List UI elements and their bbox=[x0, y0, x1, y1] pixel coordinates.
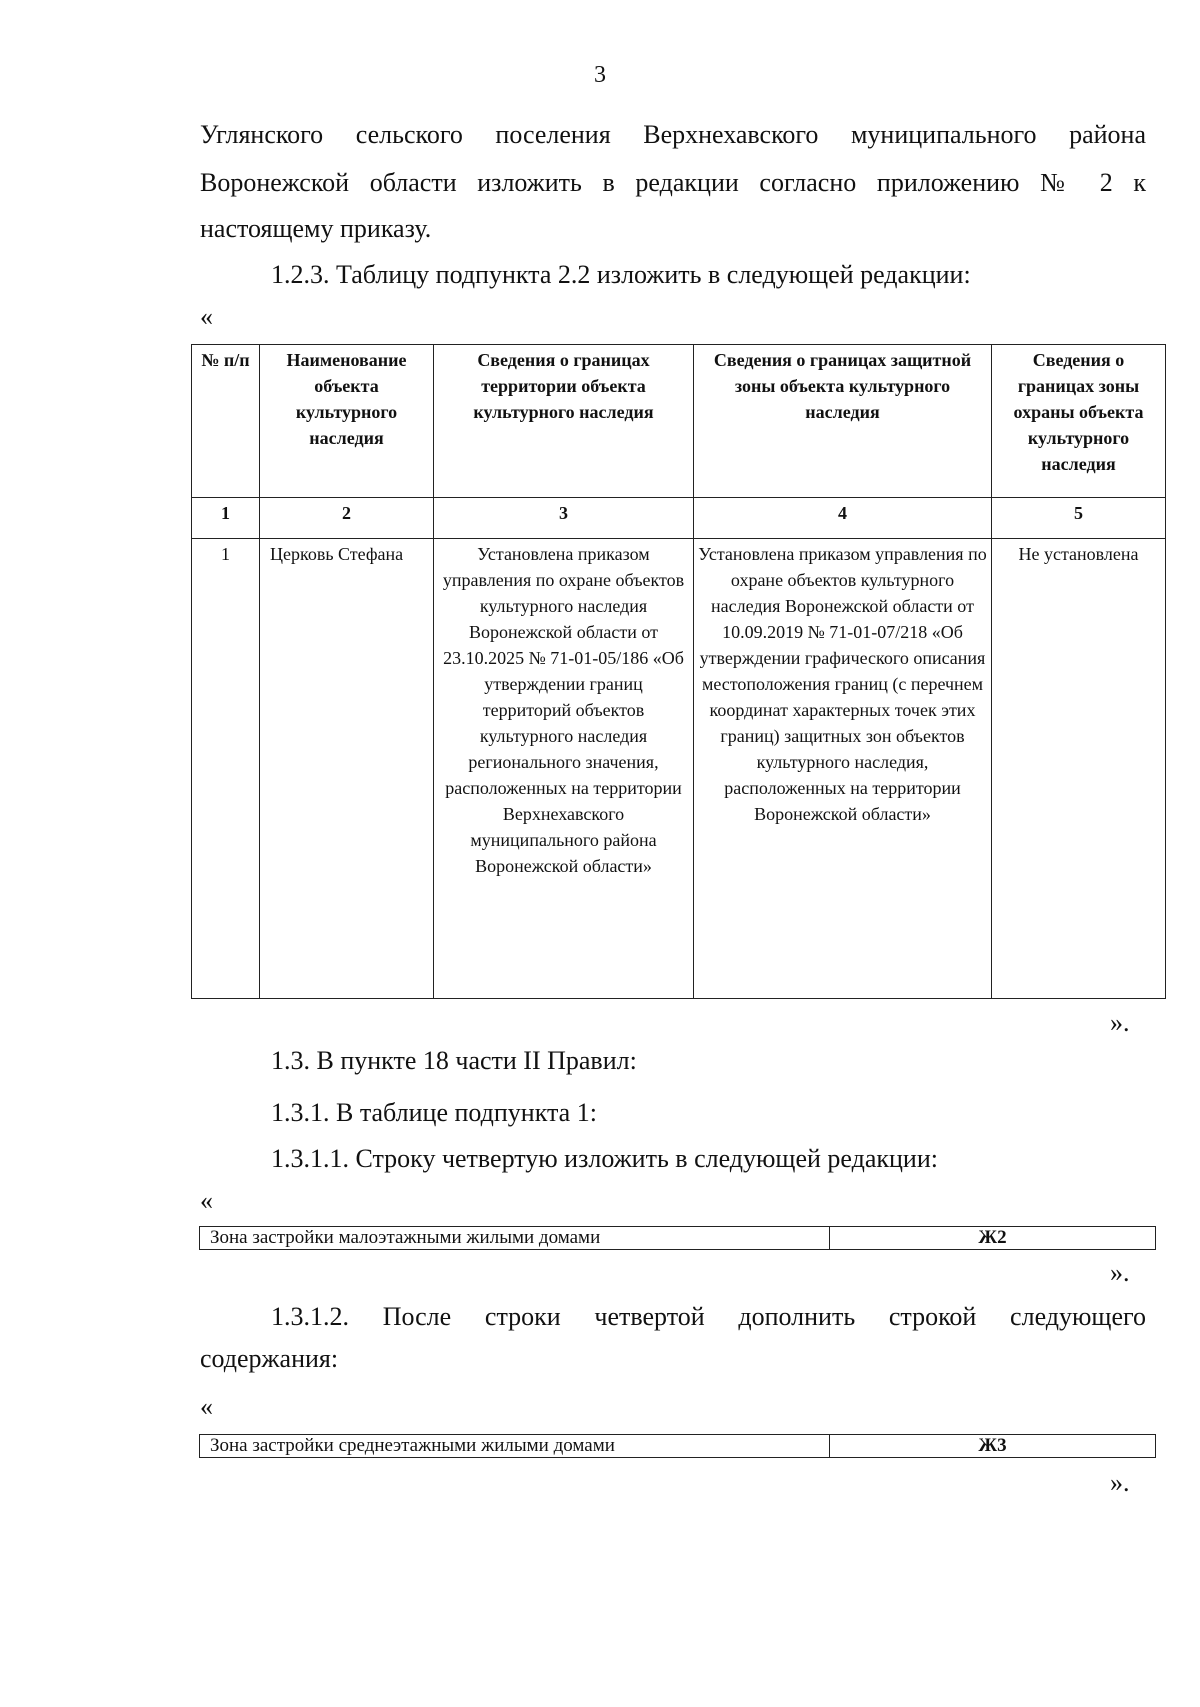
table-row bbox=[192, 539, 1166, 999]
column-number: 5 bbox=[992, 498, 1166, 539]
zone-code: Ж3 bbox=[830, 1435, 1156, 1458]
heritage-table bbox=[191, 344, 1166, 999]
close-quote: ». bbox=[1110, 1008, 1130, 1037]
protective-zone-info: Установлена приказом управления по охране объектов культурного наследия Воронежской области от 10.09.2019 № 71-01-07/218 «Об утверждении графического описания местоположения границ (с перечнем координат характерных точек этих границ) защитных зон объектов культурного наследия, расположенных на территории Воронежской области» bbox=[694, 539, 992, 999]
zone-name: Зона застройки среднеэтажными жилыми домами bbox=[200, 1435, 830, 1458]
zone-name: Зона застройки малоэтажными жилыми домами bbox=[200, 1227, 830, 1250]
close-quote: ». bbox=[1110, 1258, 1130, 1287]
open-quote: « bbox=[200, 1392, 213, 1421]
paragraph-1-3: 1.3. В пункте 18 части II Правил: bbox=[271, 1046, 637, 1075]
header-territory: Сведения о границах территории объекта культурного наследия bbox=[434, 345, 694, 498]
paragraph-1-3-1-2-line-2: содержания: bbox=[200, 1344, 339, 1373]
paragraph-1-3-1-2-line-1: 1.3.1.2. После строки четвертой дополнить строкой следующего bbox=[271, 1302, 1146, 1331]
header-name: Наименование объекта культурного наследия bbox=[260, 345, 434, 498]
table-row bbox=[200, 1435, 1156, 1458]
heritage-header-row bbox=[192, 345, 1166, 498]
close-quote: ». bbox=[1110, 1468, 1130, 1497]
header-protective-zone: Сведения о границах защитной зоны объекта культурного наследия bbox=[694, 345, 992, 498]
territory-info: Установлена приказом управления по охране объектов культурного наследия Воронежской области от 23.10.2025 № 71-01-05/186 «Об утверждении границ территорий объектов культурного наследия регионального значения, расположенных на территории Верхнехавского муниципального района Воронежской области» bbox=[434, 539, 694, 999]
open-quote: « bbox=[200, 302, 213, 331]
open-quote: « bbox=[200, 1186, 213, 1215]
intro-line-2: Воронежской области изложить в редакции согласно приложению № 2 к bbox=[200, 168, 1146, 197]
column-number: 2 bbox=[260, 498, 434, 539]
intro-line-1: Углянского сельского поселения Верхнехавского муниципального района bbox=[200, 120, 1146, 149]
object-name: Церковь Стефана bbox=[260, 539, 434, 999]
row-number: 1 bbox=[192, 539, 260, 999]
column-number: 1 bbox=[192, 498, 260, 539]
zone-table-1 bbox=[199, 1226, 1156, 1250]
intro-line-3: настоящему приказу. bbox=[200, 214, 432, 243]
column-number: 4 bbox=[694, 498, 992, 539]
zone-table-2 bbox=[199, 1434, 1156, 1458]
paragraph-1-2-3: 1.2.3. Таблицу подпункта 2.2 изложить в следующей редакции: bbox=[271, 260, 971, 289]
paragraph-1-3-1: 1.3.1. В таблице подпункта 1: bbox=[271, 1098, 597, 1127]
zone-code: Ж2 bbox=[830, 1227, 1156, 1250]
column-number-row bbox=[192, 498, 1166, 539]
column-number: 3 bbox=[434, 498, 694, 539]
table-row bbox=[200, 1227, 1156, 1250]
paragraph-1-3-1-1: 1.3.1.1. Строку четвертую изложить в следующей редакции: bbox=[271, 1144, 938, 1173]
security-zone-info: Не установлена bbox=[992, 539, 1166, 999]
header-security-zone: Сведения о границах зоны охраны объекта культурного наследия bbox=[992, 345, 1166, 498]
page-number: 3 bbox=[594, 62, 606, 88]
header-number: № п/п bbox=[192, 345, 260, 498]
